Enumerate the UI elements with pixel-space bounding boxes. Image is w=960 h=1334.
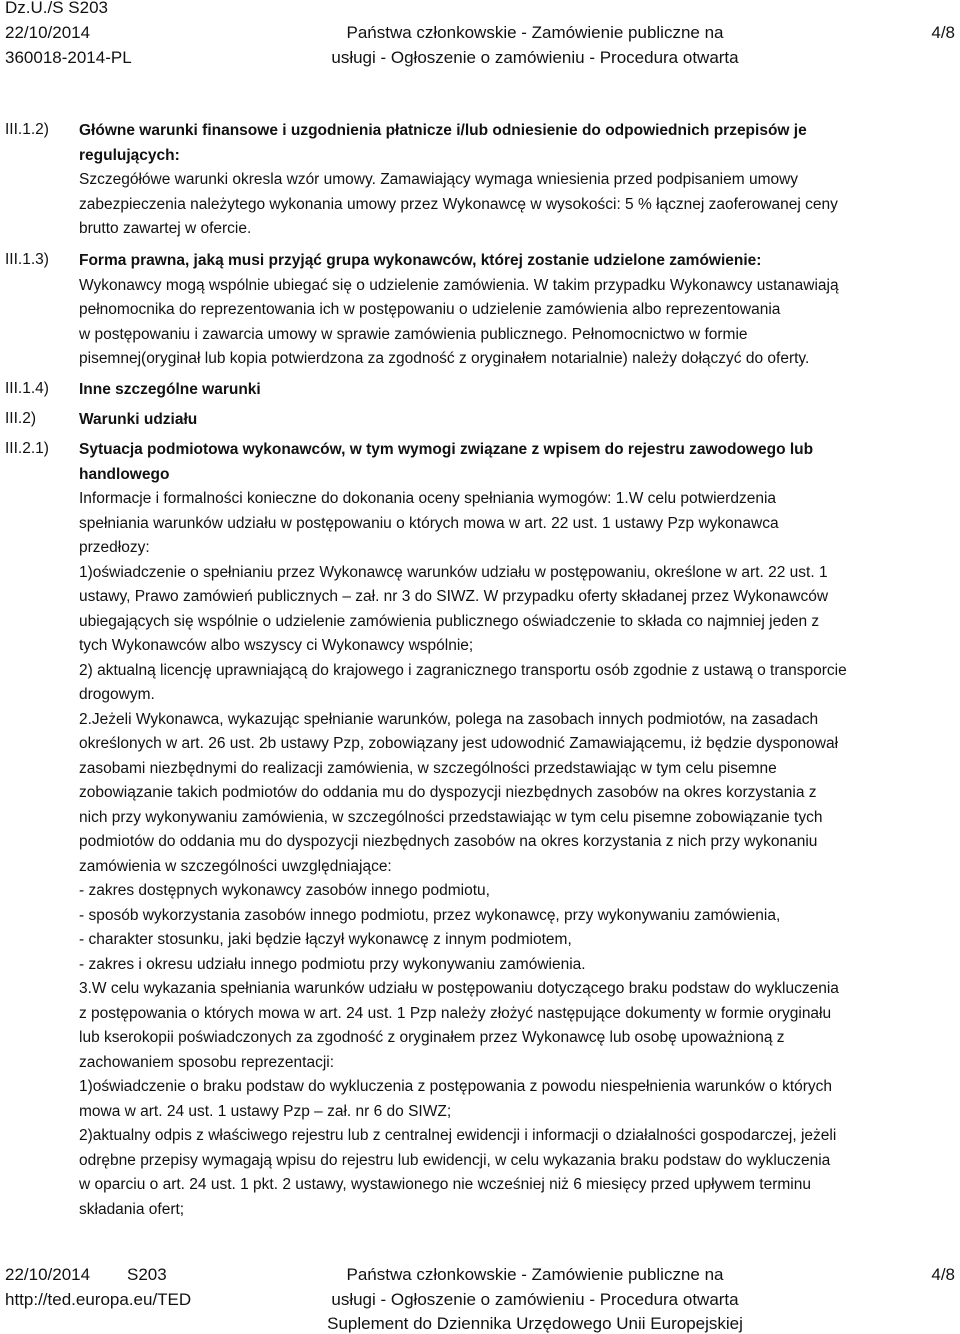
text-line: spełniania warunków udziału w postępowaniu o których mowa w art. 22 ust. 1 ustawy Pzp wykonawca — [79, 514, 779, 532]
text-line: zabezpieczenia należytego wykonania umowy przez Wykonawcę w wysokości: 5 % łącznej zaoferowanej ceny — [79, 195, 838, 213]
header-title-line1: Państwa członkowskie - Zamówienie publiczne na — [346, 23, 724, 42]
text-line: 1)oświadczenie o spełnianiu przez Wykonawcę warunków udziału w postępowaniu, określone w art. 22 ust. 1 — [79, 563, 828, 581]
text-line: składania ofert; — [79, 1200, 185, 1218]
text-line: zobowiązanie takich podmiotów do oddania mu do dyspozycji niezbędnych zasobów na okres korzystania z — [79, 784, 817, 801]
header-date: 22/10/2014 — [5, 23, 91, 42]
text-line: 1)oświadczenie o braku podstaw do wykluczenia z postępowania z powodu niespełnienia warunków o których — [79, 1078, 833, 1095]
section-financial-conditions — [79, 119, 959, 242]
text-line: pełnomocnika do reprezentowania ich w postępowaniu o udzielenie zamówienia albo reprezentowania — [79, 301, 781, 318]
text-line: zamówienia w szczególności uwzględniające: — [79, 857, 392, 875]
text-line: określonych w art. 26 ust. 2b ustawy Pzp, zobowiązany jest udowodnić Zamawiającemu, iż będzie dysponował — [79, 735, 839, 752]
footer-issue: S203 — [127, 1265, 167, 1284]
text-line: - zakres dostępnych wykonawcy zasobów innego podmiotu, — [79, 882, 490, 899]
footer-url-link[interactable]: http://ted.europa.eu/TED — [5, 1290, 192, 1309]
footer-page-number: 4/8 — [931, 1265, 955, 1284]
section-heading: handlowego — [79, 465, 170, 483]
text-line: z postępowania o których mowa w art. 24 ust. 1 Pzp należy złożyć następujące dokumenty w formie oryginału — [79, 1004, 832, 1022]
text-line: 2)aktualny odpis z właściwego rejestru lub z centralnej ewidencji i informacji o działalności gospodarczej, jeżeli — [79, 1127, 837, 1144]
text-line: - zakres i okresu udziału innego podmiotu przy wykonywaniu zamówienia. — [79, 955, 586, 973]
header-notice-id: 360018-2014-PL — [5, 48, 132, 67]
text-line: w oparciu o art. 24 ust. 1 pkt. 2 ustawy, wystawionego nie wcześniej niż 6 miesięcy przed upływem terminu — [79, 1176, 811, 1193]
text-line: 2.Jeżeli Wykonawca, wykazując spełnianie warunków, polega na zasobach innych podmiotów, na zasadach — [79, 710, 819, 728]
text-line: 3.W celu wykazania spełniania warunków udziału w postępowaniu dotyczącego braku podstaw do wykluczenia — [79, 980, 839, 997]
section-number-III-2: III.2) — [5, 410, 37, 427]
section-heading: Warunki udziału — [79, 411, 198, 428]
section-number-III-2-1: III.2.1) — [5, 440, 49, 457]
section-heading: Główne warunki finansowe i uzgodnienia płatnicze i/lub odniesienie do odpowiednich przepisów je — [79, 122, 807, 139]
text-line: - charakter stosunku, jaki będzie łączył wykonawcę z innym podmiotem, — [79, 931, 572, 948]
text-line: przedłozy: — [79, 539, 150, 556]
footer-supplement-title: Suplement do Dziennika Urzędowego Unii Europejskiej — [327, 1314, 743, 1333]
text-line: Szczegółówe warunki okresla wzór umowy. Zamawiający wymaga wniesienia przed podpisaniem umowy — [79, 171, 799, 188]
text-line: brutto zawartej w ofercie. — [79, 220, 252, 237]
header-page-number: 4/8 — [931, 23, 955, 42]
text-line: nich przy wykonywaniu zamówienia, w szczególności przedstawiając w tym celu pisemne zobowiązanie tych — [79, 808, 823, 826]
section-participation-conditions — [79, 408, 959, 433]
text-line: zasobami niezbędnymi do realizacji zamówienia, w szczególności przedstawiając w tym celu pisemne — [79, 759, 777, 777]
header-journal-ref: Dz.U./S S203 — [5, 0, 108, 17]
text-line: mowa w art. 24 ust. 1 ustawy Pzp – zał. nr 6 do SIWZ; — [79, 1102, 452, 1120]
section-other-conditions — [79, 378, 959, 403]
text-line: Informacje i formalności konieczne do dokonania oceny spełniania wymogów: 1.W celu potwierdzenia — [79, 490, 777, 507]
text-line: ubiegających się wspólnie o udzielenie zamówienia publicznego oświadczenie to składa co najmniej jeden z — [79, 612, 820, 630]
section-heading: Sytuacja podmiotowa wykonawców, w tym wymogi związane z wpisem do rejestru zawodowego lub — [79, 441, 814, 458]
header-title-line2: usługi - Ogłoszenie o zamówieniu - Procedura otwarta — [331, 48, 739, 67]
text-line: Wykonawcy mogą wspólnie ubiegać się o udzielenie zamówienia. W takim przypadku Wykonawcy ustanawiają — [79, 276, 839, 294]
text-line: w postępowaniu i zawarcia umowy w sprawie zamówienia publicznego. Pełnomocnictwo w formie — [79, 325, 748, 343]
section-number-III-1-3: III.1.3) — [5, 251, 49, 268]
footer-title-line1: Państwa członkowskie - Zamówienie publiczne na — [346, 1265, 724, 1284]
section-number-III-1-2: III.1.2) — [5, 121, 49, 138]
section-heading: Inne szczególne warunki — [79, 381, 261, 398]
section-heading: regulujących: — [79, 146, 180, 164]
section-legal-form — [79, 249, 959, 372]
text-line: lub kserokopii poświadczonych za zgodność z oryginałem przez Wykonawcę lub osobę upoważnioną z — [79, 1029, 785, 1046]
text-line: odrębne przepisy wymagają wpisu do rejestru lub ewidencji, w celu wykazania braku podstaw do wykluczenia — [79, 1151, 831, 1169]
text-line: pisemnej(oryginał lub kopia potwierdzona za zgodność z oryginałem notarialnie) należy dołączyć do oferty. — [79, 350, 810, 367]
text-line: tych Wykonawców albo wszyscy ci Wykonawcy wspólnie; — [79, 637, 474, 654]
text-line: ustawy, Prawo zamówień publicznych – zał. nr 3 do SIWZ. W przypadku oferty składanej przez Wykonawców — [79, 588, 829, 605]
footer-title-line2: usługi - Ogłoszenie o zamówieniu - Procedura otwarta — [331, 1290, 739, 1309]
section-heading: Forma prawna, jaką musi przyjąć grupa wykonawców, której zostanie udzielone zamówienie: — [79, 252, 762, 269]
text-line: drogowym. — [79, 686, 155, 703]
section-economic-situation — [79, 438, 959, 1222]
footer-date: 22/10/2014 — [5, 1265, 91, 1284]
text-line: zachowaniem sposobu reprezentacji: — [79, 1053, 335, 1071]
text-line: podmiotów do oddania mu do dyspozycji niezbędnych zasobów na okres korzystania z nich przy wykonaniu — [79, 833, 818, 850]
section-number-III-1-4: III.1.4) — [5, 380, 49, 397]
text-line: 2) aktualną licencję uprawniającą do krajowego i zagranicznego transportu osób zgodnie z ustawą o transporcie — [79, 661, 847, 679]
text-line: - sposób wykorzystania zasobów innego podmiotu, przez wykonawcę, przy wykonywaniu zamówienia, — [79, 906, 781, 924]
